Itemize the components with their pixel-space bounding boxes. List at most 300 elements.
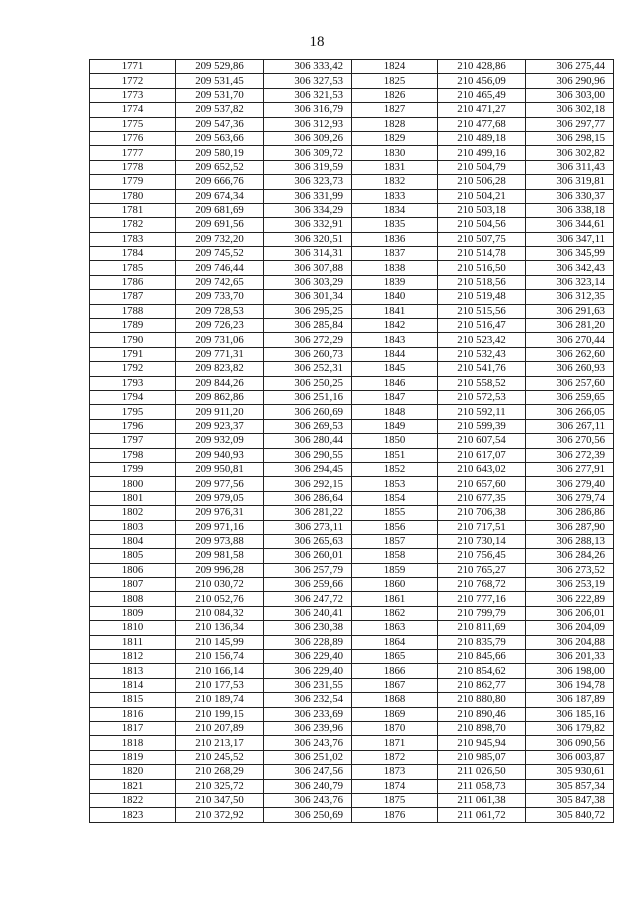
y-coordinate-cell: 306 319,59 — [264, 160, 352, 174]
y-coordinate-cell: 306 240,41 — [264, 606, 352, 620]
y-coordinate-cell: 306 295,25 — [264, 304, 352, 318]
point-number-cell: 1800 — [90, 477, 176, 491]
point-number-cell: 1779 — [90, 175, 176, 189]
x-coordinate-cell: 210 166,14 — [176, 664, 264, 678]
x-coordinate-cell: 210 245,52 — [176, 750, 264, 764]
point-number-cell: 1875 — [352, 793, 438, 807]
y-coordinate-cell: 306 342,43 — [526, 261, 614, 275]
x-coordinate-cell: 211 058,73 — [438, 779, 526, 793]
point-number-cell: 1829 — [352, 131, 438, 145]
x-coordinate-cell: 209 563,66 — [176, 131, 264, 145]
x-coordinate-cell: 210 799,79 — [438, 606, 526, 620]
point-number-cell: 1792 — [90, 362, 176, 376]
y-coordinate-cell: 306 269,53 — [264, 419, 352, 433]
x-coordinate-cell: 209 742,65 — [176, 275, 264, 289]
x-coordinate-cell: 210 657,60 — [438, 477, 526, 491]
y-coordinate-cell: 306 302,82 — [526, 146, 614, 160]
x-coordinate-cell: 211 026,50 — [438, 765, 526, 779]
y-coordinate-cell: 306 259,66 — [264, 578, 352, 592]
y-coordinate-cell: 306 090,56 — [526, 736, 614, 750]
y-coordinate-cell: 306 288,13 — [526, 534, 614, 548]
y-coordinate-cell: 306 243,76 — [264, 736, 352, 750]
table-row — [90, 131, 614, 145]
x-coordinate-cell: 210 489,18 — [438, 131, 526, 145]
x-coordinate-cell: 209 732,20 — [176, 232, 264, 246]
x-coordinate-cell: 210 516,47 — [438, 319, 526, 333]
table-row — [90, 88, 614, 102]
table-row — [90, 275, 614, 289]
point-number-cell: 1784 — [90, 247, 176, 261]
y-coordinate-cell: 306 265,63 — [264, 534, 352, 548]
y-coordinate-cell: 306 330,37 — [526, 189, 614, 203]
y-coordinate-cell: 306 279,74 — [526, 491, 614, 505]
table-row — [90, 549, 614, 563]
x-coordinate-cell: 209 691,56 — [176, 218, 264, 232]
point-number-cell: 1797 — [90, 434, 176, 448]
point-number-cell: 1812 — [90, 650, 176, 664]
x-coordinate-cell: 210 592,11 — [438, 405, 526, 419]
table-row — [90, 765, 614, 779]
point-number-cell: 1843 — [352, 333, 438, 347]
y-coordinate-cell: 306 243,76 — [264, 793, 352, 807]
point-number-cell: 1868 — [352, 693, 438, 707]
point-number-cell: 1833 — [352, 189, 438, 203]
y-coordinate-cell: 306 347,11 — [526, 232, 614, 246]
x-coordinate-cell: 210 030,72 — [176, 578, 264, 592]
point-number-cell: 1865 — [352, 650, 438, 664]
x-coordinate-cell: 210 617,07 — [438, 448, 526, 462]
x-coordinate-cell: 210 835,79 — [438, 635, 526, 649]
table-row — [90, 261, 614, 275]
y-coordinate-cell: 306 206,01 — [526, 606, 614, 620]
table-row — [90, 664, 614, 678]
point-number-cell: 1788 — [90, 304, 176, 318]
point-number-cell: 1804 — [90, 534, 176, 548]
x-coordinate-cell: 210 730,14 — [438, 534, 526, 548]
x-coordinate-cell: 209 844,26 — [176, 376, 264, 390]
x-coordinate-cell: 209 726,23 — [176, 319, 264, 333]
y-coordinate-cell: 306 228,89 — [264, 635, 352, 649]
x-coordinate-cell: 209 923,37 — [176, 419, 264, 433]
point-number-cell: 1802 — [90, 506, 176, 520]
point-number-cell: 1869 — [352, 707, 438, 721]
point-number-cell: 1811 — [90, 635, 176, 649]
y-coordinate-cell: 306 303,00 — [526, 88, 614, 102]
point-number-cell: 1775 — [90, 117, 176, 131]
point-number-cell: 1809 — [90, 606, 176, 620]
y-coordinate-cell: 306 323,14 — [526, 275, 614, 289]
table-row — [90, 808, 614, 822]
point-number-cell: 1828 — [352, 117, 438, 131]
table-row — [90, 247, 614, 261]
y-coordinate-cell: 306 292,15 — [264, 477, 352, 491]
point-number-cell: 1874 — [352, 779, 438, 793]
x-coordinate-cell: 209 862,86 — [176, 390, 264, 404]
table-row — [90, 707, 614, 721]
y-coordinate-cell: 306 338,18 — [526, 203, 614, 217]
x-coordinate-cell: 209 996,28 — [176, 563, 264, 577]
point-number-cell: 1819 — [90, 750, 176, 764]
point-number-cell: 1844 — [352, 347, 438, 361]
y-coordinate-cell: 306 291,63 — [526, 304, 614, 318]
point-number-cell: 1785 — [90, 261, 176, 275]
x-coordinate-cell: 210 465,49 — [438, 88, 526, 102]
point-number-cell: 1821 — [90, 779, 176, 793]
y-coordinate-cell: 306 250,69 — [264, 808, 352, 822]
y-coordinate-cell: 306 232,54 — [264, 693, 352, 707]
x-coordinate-cell: 209 973,88 — [176, 534, 264, 548]
y-coordinate-cell: 306 277,91 — [526, 462, 614, 476]
x-coordinate-cell: 210 985,07 — [438, 750, 526, 764]
point-number-cell: 1823 — [90, 808, 176, 822]
table-row — [90, 736, 614, 750]
x-coordinate-cell: 210 506,28 — [438, 175, 526, 189]
point-number-cell: 1820 — [90, 765, 176, 779]
point-number-cell: 1817 — [90, 721, 176, 735]
x-coordinate-cell: 210 519,48 — [438, 290, 526, 304]
y-coordinate-cell: 306 344,61 — [526, 218, 614, 232]
y-coordinate-cell: 306 270,44 — [526, 333, 614, 347]
y-coordinate-cell: 306 302,18 — [526, 103, 614, 117]
y-coordinate-cell: 306 314,31 — [264, 247, 352, 261]
x-coordinate-cell: 210 558,52 — [438, 376, 526, 390]
y-coordinate-cell: 306 312,35 — [526, 290, 614, 304]
x-coordinate-cell: 209 911,20 — [176, 405, 264, 419]
y-coordinate-cell: 306 290,96 — [526, 74, 614, 88]
x-coordinate-cell: 209 976,31 — [176, 506, 264, 520]
y-coordinate-cell: 306 301,34 — [264, 290, 352, 304]
y-coordinate-cell: 306 309,26 — [264, 131, 352, 145]
y-coordinate-cell: 306 273,52 — [526, 563, 614, 577]
y-coordinate-cell: 306 222,89 — [526, 592, 614, 606]
y-coordinate-cell: 306 285,84 — [264, 319, 352, 333]
table-row — [90, 448, 614, 462]
point-number-cell: 1835 — [352, 218, 438, 232]
point-number-cell: 1776 — [90, 131, 176, 145]
x-coordinate-cell: 210 145,99 — [176, 635, 264, 649]
page-number: 18 — [309, 34, 325, 50]
table-row — [90, 721, 614, 735]
y-coordinate-cell: 306 270,56 — [526, 434, 614, 448]
y-coordinate-cell: 306 332,91 — [264, 218, 352, 232]
y-coordinate-cell: 306 298,15 — [526, 131, 614, 145]
table-row — [90, 520, 614, 534]
point-number-cell: 1774 — [90, 103, 176, 117]
y-coordinate-cell: 306 003,87 — [526, 750, 614, 764]
x-coordinate-cell: 210 532,43 — [438, 347, 526, 361]
table-row — [90, 693, 614, 707]
x-coordinate-cell: 210 499,16 — [438, 146, 526, 160]
x-coordinate-cell: 209 981,58 — [176, 549, 264, 563]
x-coordinate-cell: 209 666,76 — [176, 175, 264, 189]
point-number-cell: 1798 — [90, 448, 176, 462]
x-coordinate-cell: 209 746,44 — [176, 261, 264, 275]
y-coordinate-cell: 306 297,77 — [526, 117, 614, 131]
x-coordinate-cell: 210 471,27 — [438, 103, 526, 117]
point-number-cell: 1796 — [90, 419, 176, 433]
y-coordinate-cell: 306 290,55 — [264, 448, 352, 462]
x-coordinate-cell: 210 599,39 — [438, 419, 526, 433]
table-row — [90, 563, 614, 577]
point-number-cell: 1786 — [90, 275, 176, 289]
y-coordinate-cell: 306 320,51 — [264, 232, 352, 246]
point-number-cell: 1815 — [90, 693, 176, 707]
table-row — [90, 419, 614, 433]
point-number-cell: 1813 — [90, 664, 176, 678]
x-coordinate-cell: 210 514,78 — [438, 247, 526, 261]
point-number-cell: 1791 — [90, 347, 176, 361]
point-number-cell: 1807 — [90, 578, 176, 592]
point-number-cell: 1794 — [90, 390, 176, 404]
x-coordinate-cell: 209 771,31 — [176, 347, 264, 361]
table-row — [90, 779, 614, 793]
point-number-cell: 1853 — [352, 477, 438, 491]
point-number-cell: 1846 — [352, 376, 438, 390]
point-number-cell: 1772 — [90, 74, 176, 88]
y-coordinate-cell: 306 294,45 — [264, 462, 352, 476]
point-number-cell: 1840 — [352, 290, 438, 304]
x-coordinate-cell: 210 643,02 — [438, 462, 526, 476]
table-row — [90, 362, 614, 376]
y-coordinate-cell: 306 262,60 — [526, 347, 614, 361]
table-row — [90, 390, 614, 404]
table-row — [90, 60, 614, 74]
x-coordinate-cell: 210 507,75 — [438, 232, 526, 246]
x-coordinate-cell: 209 580,19 — [176, 146, 264, 160]
point-number-cell: 1847 — [352, 390, 438, 404]
x-coordinate-cell: 210 880,80 — [438, 693, 526, 707]
y-coordinate-cell: 306 251,02 — [264, 750, 352, 764]
x-coordinate-cell: 210 207,89 — [176, 721, 264, 735]
y-coordinate-cell: 306 273,11 — [264, 520, 352, 534]
point-number-cell: 1850 — [352, 434, 438, 448]
coordinates-table — [89, 59, 614, 823]
x-coordinate-cell: 210 136,34 — [176, 621, 264, 635]
x-coordinate-cell: 209 731,06 — [176, 333, 264, 347]
point-number-cell: 1827 — [352, 103, 438, 117]
x-coordinate-cell: 209 531,70 — [176, 88, 264, 102]
x-coordinate-cell: 209 537,82 — [176, 103, 264, 117]
x-coordinate-cell: 210 515,56 — [438, 304, 526, 318]
x-coordinate-cell: 211 061,38 — [438, 793, 526, 807]
table-row — [90, 750, 614, 764]
y-coordinate-cell: 306 194,78 — [526, 678, 614, 692]
table-row — [90, 578, 614, 592]
point-number-cell: 1855 — [352, 506, 438, 520]
point-number-cell: 1814 — [90, 678, 176, 692]
x-coordinate-cell: 209 940,93 — [176, 448, 264, 462]
x-coordinate-cell: 210 811,69 — [438, 621, 526, 635]
point-number-cell: 1778 — [90, 160, 176, 174]
table-row — [90, 462, 614, 476]
point-number-cell: 1864 — [352, 635, 438, 649]
x-coordinate-cell: 210 945,94 — [438, 736, 526, 750]
table-row — [90, 621, 614, 635]
point-number-cell: 1836 — [352, 232, 438, 246]
x-coordinate-cell: 210 504,21 — [438, 189, 526, 203]
y-coordinate-cell: 306 345,99 — [526, 247, 614, 261]
point-number-cell: 1830 — [352, 146, 438, 160]
point-number-cell: 1851 — [352, 448, 438, 462]
point-number-cell: 1795 — [90, 405, 176, 419]
x-coordinate-cell: 209 745,52 — [176, 247, 264, 261]
y-coordinate-cell: 306 266,05 — [526, 405, 614, 419]
y-coordinate-cell: 306 280,44 — [264, 434, 352, 448]
x-coordinate-cell: 210 756,45 — [438, 549, 526, 563]
table-row — [90, 175, 614, 189]
point-number-cell: 1831 — [352, 160, 438, 174]
point-number-cell: 1803 — [90, 520, 176, 534]
point-number-cell: 1845 — [352, 362, 438, 376]
coordinates-table-body — [90, 60, 614, 823]
y-coordinate-cell: 306 239,96 — [264, 721, 352, 735]
point-number-cell: 1866 — [352, 664, 438, 678]
y-coordinate-cell: 306 311,43 — [526, 160, 614, 174]
table-row — [90, 376, 614, 390]
y-coordinate-cell: 305 930,61 — [526, 765, 614, 779]
y-coordinate-cell: 306 286,86 — [526, 506, 614, 520]
point-number-cell: 1818 — [90, 736, 176, 750]
x-coordinate-cell: 209 681,69 — [176, 203, 264, 217]
y-coordinate-cell: 306 179,82 — [526, 721, 614, 735]
y-coordinate-cell: 306 287,90 — [526, 520, 614, 534]
x-coordinate-cell: 209 728,53 — [176, 304, 264, 318]
x-coordinate-cell: 209 547,36 — [176, 117, 264, 131]
y-coordinate-cell: 306 319,81 — [526, 175, 614, 189]
point-number-cell: 1867 — [352, 678, 438, 692]
point-number-cell: 1856 — [352, 520, 438, 534]
x-coordinate-cell: 209 971,16 — [176, 520, 264, 534]
y-coordinate-cell: 306 201,33 — [526, 650, 614, 664]
x-coordinate-cell: 210 516,50 — [438, 261, 526, 275]
table-row — [90, 103, 614, 117]
point-number-cell: 1849 — [352, 419, 438, 433]
y-coordinate-cell: 306 257,79 — [264, 563, 352, 577]
point-number-cell: 1787 — [90, 290, 176, 304]
y-coordinate-cell: 306 323,73 — [264, 175, 352, 189]
point-number-cell: 1837 — [352, 247, 438, 261]
y-coordinate-cell: 306 272,29 — [264, 333, 352, 347]
table-row — [90, 506, 614, 520]
y-coordinate-cell: 306 260,01 — [264, 549, 352, 563]
table-row — [90, 117, 614, 131]
x-coordinate-cell: 210 372,92 — [176, 808, 264, 822]
point-number-cell: 1871 — [352, 736, 438, 750]
point-number-cell: 1810 — [90, 621, 176, 635]
y-coordinate-cell: 306 260,93 — [526, 362, 614, 376]
point-number-cell: 1806 — [90, 563, 176, 577]
y-coordinate-cell: 306 198,00 — [526, 664, 614, 678]
x-coordinate-cell: 210 084,32 — [176, 606, 264, 620]
x-coordinate-cell: 210 503,18 — [438, 203, 526, 217]
point-number-cell: 1839 — [352, 275, 438, 289]
table-row — [90, 333, 614, 347]
y-coordinate-cell: 306 257,60 — [526, 376, 614, 390]
y-coordinate-cell: 306 316,79 — [264, 103, 352, 117]
x-coordinate-cell: 209 674,34 — [176, 189, 264, 203]
y-coordinate-cell: 306 284,26 — [526, 549, 614, 563]
x-coordinate-cell: 210 777,16 — [438, 592, 526, 606]
y-coordinate-cell: 305 840,72 — [526, 808, 614, 822]
y-coordinate-cell: 306 251,16 — [264, 390, 352, 404]
table-row — [90, 304, 614, 318]
point-number-cell: 1876 — [352, 808, 438, 822]
table-row — [90, 491, 614, 505]
table-row — [90, 218, 614, 232]
y-coordinate-cell: 306 229,40 — [264, 664, 352, 678]
x-coordinate-cell: 210 845,66 — [438, 650, 526, 664]
x-coordinate-cell: 210 156,74 — [176, 650, 264, 664]
x-coordinate-cell: 209 529,86 — [176, 60, 264, 74]
point-number-cell: 1781 — [90, 203, 176, 217]
x-coordinate-cell: 210 325,72 — [176, 779, 264, 793]
y-coordinate-cell: 306 233,69 — [264, 707, 352, 721]
y-coordinate-cell: 306 312,93 — [264, 117, 352, 131]
point-number-cell: 1842 — [352, 319, 438, 333]
y-coordinate-cell: 305 847,38 — [526, 793, 614, 807]
point-number-cell: 1857 — [352, 534, 438, 548]
x-coordinate-cell: 210 456,09 — [438, 74, 526, 88]
x-coordinate-cell: 210 706,38 — [438, 506, 526, 520]
point-number-cell: 1852 — [352, 462, 438, 476]
y-coordinate-cell: 306 260,69 — [264, 405, 352, 419]
table-row — [90, 678, 614, 692]
table-row — [90, 319, 614, 333]
table-row — [90, 793, 614, 807]
x-coordinate-cell: 209 950,81 — [176, 462, 264, 476]
table-row — [90, 146, 614, 160]
table-row — [90, 232, 614, 246]
table-row — [90, 74, 614, 88]
y-coordinate-cell: 306 247,72 — [264, 592, 352, 606]
point-number-cell: 1834 — [352, 203, 438, 217]
x-coordinate-cell: 210 768,72 — [438, 578, 526, 592]
y-coordinate-cell: 306 275,44 — [526, 60, 614, 74]
table-row — [90, 434, 614, 448]
point-number-cell: 1790 — [90, 333, 176, 347]
y-coordinate-cell: 306 327,53 — [264, 74, 352, 88]
table-row — [90, 189, 614, 203]
table-row — [90, 635, 614, 649]
x-coordinate-cell: 210 504,79 — [438, 160, 526, 174]
table-row — [90, 592, 614, 606]
point-number-cell: 1773 — [90, 88, 176, 102]
table-row — [90, 405, 614, 419]
y-coordinate-cell: 306 259,65 — [526, 390, 614, 404]
y-coordinate-cell: 306 247,56 — [264, 765, 352, 779]
x-coordinate-cell: 209 652,52 — [176, 160, 264, 174]
table-row — [90, 290, 614, 304]
point-number-cell: 1854 — [352, 491, 438, 505]
point-number-cell: 1780 — [90, 189, 176, 203]
y-coordinate-cell: 306 307,88 — [264, 261, 352, 275]
x-coordinate-cell: 210 052,76 — [176, 592, 264, 606]
y-coordinate-cell: 306 240,79 — [264, 779, 352, 793]
y-coordinate-cell: 306 250,25 — [264, 376, 352, 390]
x-coordinate-cell: 210 523,42 — [438, 333, 526, 347]
y-coordinate-cell: 306 231,55 — [264, 678, 352, 692]
point-number-cell: 1782 — [90, 218, 176, 232]
point-number-cell: 1826 — [352, 88, 438, 102]
x-coordinate-cell: 210 518,56 — [438, 275, 526, 289]
x-coordinate-cell: 210 213,17 — [176, 736, 264, 750]
x-coordinate-cell: 209 932,09 — [176, 434, 264, 448]
x-coordinate-cell: 210 428,86 — [438, 60, 526, 74]
point-number-cell: 1816 — [90, 707, 176, 721]
point-number-cell: 1771 — [90, 60, 176, 74]
point-number-cell: 1825 — [352, 74, 438, 88]
point-number-cell: 1841 — [352, 304, 438, 318]
